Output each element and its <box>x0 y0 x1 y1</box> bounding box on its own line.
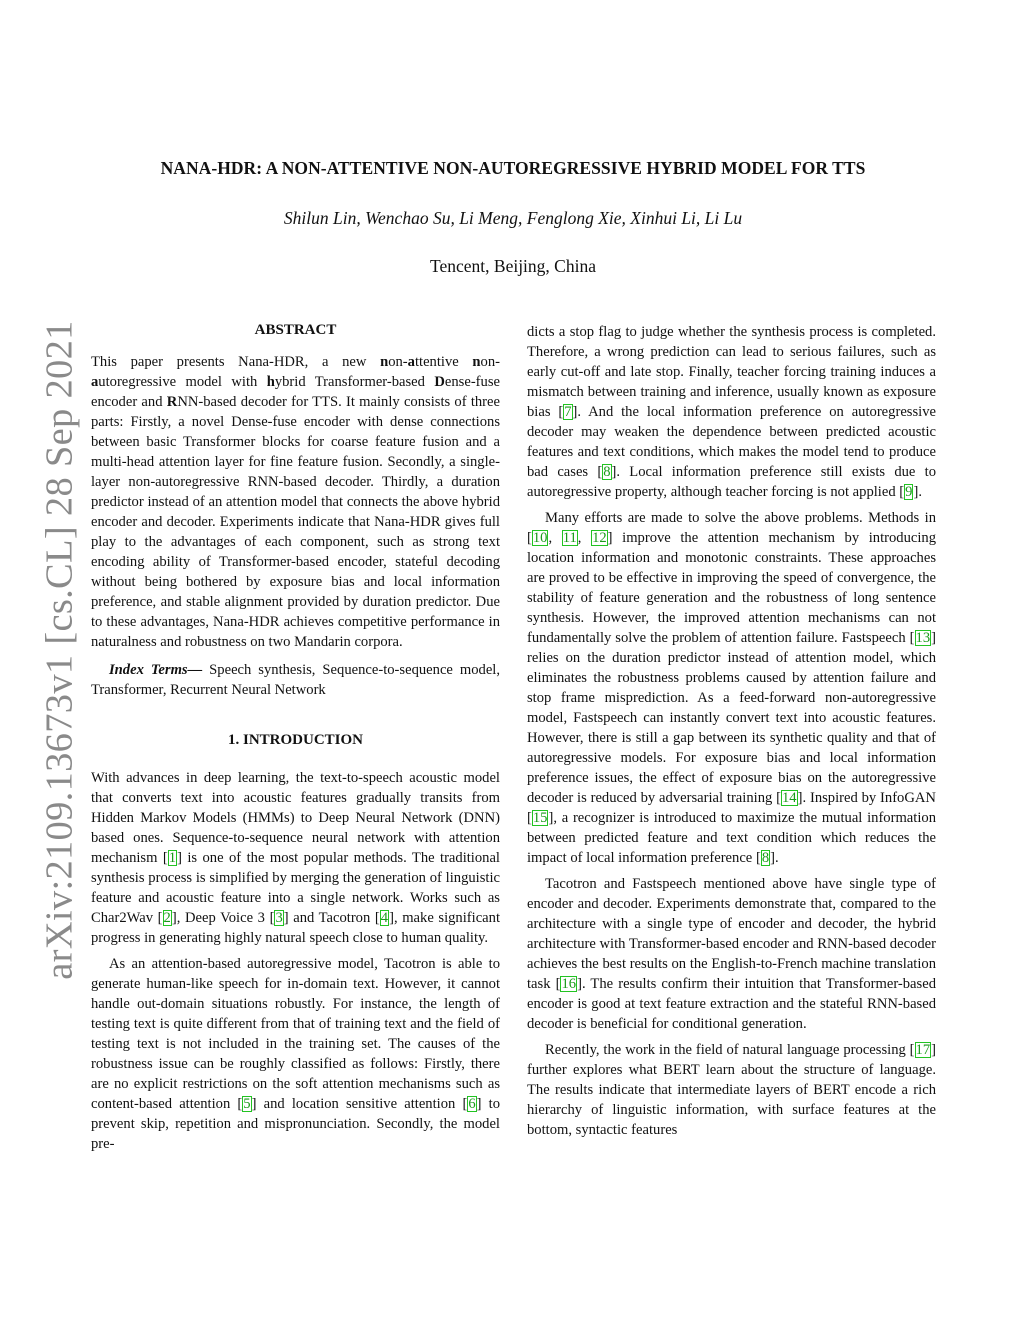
citation-link[interactable]: 11 <box>562 530 577 546</box>
arxiv-side-label <box>28 320 92 980</box>
citation-link[interactable]: 13 <box>915 630 931 646</box>
citation-link[interactable]: 10 <box>532 530 548 546</box>
author-list: Shilun Lin, Wenchao Su, Li Meng, Fenglong Xie, Xinhui Li, Li Lu <box>283 208 743 228</box>
citation-link[interactable]: 5 <box>243 1096 251 1112</box>
citation-link[interactable]: 8 <box>603 464 611 480</box>
index-terms-label: Index Terms— <box>109 662 203 678</box>
paper-title: NANA-HDR: A NON-ATTENTIVE NON-AUTOREGRESSIVE HYBRID MODEL FOR TTS <box>160 158 866 178</box>
intro-paragraph-5: Recently, the work in the field of natural language processing [17] further explores what BERT learn about the structure of language. The results indicate that intermediate layers of BERT encode a rich hierarchy of linguistic information, with surface features at the bottom, syntactic features <box>527 1042 936 1138</box>
arxiv-id-text: arXiv:2109.13673v1 [cs.CL] 28 Sep 2021 <box>39 320 82 980</box>
intro-paragraph-4: Tacotron and Fastspeech mentioned above have single type of encoder and decoder. Experiments demonstrate that, compared to the architecture with a single type of encoder and decoder, the hybrid architecture with Transformer-based encoder and RNN-based decoder achieves the best results on the English-to-French machine translation task [16]. The results confirm their intuition that Transformer-based encoder is good at text feature extraction and the stateful RNN-based decoder is beneficial for conditional generation. <box>527 876 936 1032</box>
citation-link[interactable]: 14 <box>782 790 797 806</box>
citation-link[interactable]: 16 <box>561 976 577 992</box>
intro-paragraph-2: As an attention-based autoregressive model, Tacotron is able to generate human-like speech for in-domain text. However, it cannot handle out-domain situations robustly. For instance, the length of testing text is quite different from that of training text and the field of testing text is not included in the training set. The causes of the robustness issue can be roughly classified as follows: Firstly, there are no explicit restrictions on the soft attention mechanisms such as content-based attention [5] and location sensitive attention [6] to prevent skip, repetition and mispronunciation. Secondly, the model pre- <box>91 956 501 1152</box>
intro-paragraph-3: Many efforts are made to solve the above problems. Methods in [10, 11, 12] improve the attention mechanism by introducing location information and monotonic constraints. These approaches are proved to be effective in improving the speed of convergence, the stability of feature generation and the robustness of long sentence synthesis. However, the improved attention mechanisms can not fundamentally solve the problem of attention failure. Fastspeech [13] relies on the duration predictor instead of attention model, which eliminates the robustness problems caused by attention failure and stop frame misprediction. As a feed-forward non-autoregressive model, Fastspeech can instantly convert text into acoustic features. However, there is still a gap between its synthetic quality and that of autoregressive models. For exposure bias and local information preference issues, the effect of exposure bias on the autoregressive decoder is reduced by adversarial training [14]. Inspired by InfoGAN [15], a recognizer is introduced to maximize the mutual information between predicted feature and text condition which reduces the impact of local information preference [8]. <box>527 510 937 866</box>
citation-link[interactable]: 6 <box>468 1096 476 1112</box>
citation-link[interactable]: 3 <box>275 910 283 926</box>
citation-link[interactable]: 9 <box>905 484 913 500</box>
affiliation: Tencent, Beijing, China <box>430 256 596 276</box>
abstract-heading: ABSTRACT <box>254 322 337 338</box>
citation-link[interactable]: 4 <box>380 910 389 926</box>
right-column <box>527 322 936 1140</box>
intro-paragraph-1: With advances in deep learning, the text-to-speech acoustic model that converts text into acoustic features gradually transits from Hidden Markov Models (HMMs) to Deep Neural Network (DNN) based ones. Sequence-to-sequence neural network with attention mechanism [1] is one of the most popular methods. The traditional synthesis process is simplified by merging the generation of linguistic feature and acoustic feature into a single network. Works such as Char2Wav [2], Deep Voice 3 [3] and Tacotron [4], make significant progress in generating highly natural speech close to human quality. <box>91 770 500 946</box>
index-terms: Index Terms— Speech synthesis, Sequence-to-sequence model, Transformer, Recurrent Neural Network <box>91 662 500 698</box>
citation-link[interactable]: 7 <box>564 404 572 420</box>
citation-link[interactable]: 12 <box>592 530 607 546</box>
citation-link[interactable]: 1 <box>168 850 177 866</box>
citation-link[interactable]: 15 <box>532 810 548 826</box>
abstract-text: This paper presents Nana-HDR, a new non-attentive non-autoregressive model with hybrid Transformer-based Dense-fuse encoder and RNN-based decoder for TTS. It mainly consists of three parts: Firstly, a novel Dense-fuse encoder with dense connections between basic Transformer blocks for coarse feature fusion and a multi-head attention layer for fine feature fusion. Secondly, a single-layer non-autoregressive RNN-based decoder. Thirdly, a duration predictor instead of an attention model that connects the above hybrid encoder and decoder. Experiments indicate that Nana-HDR gives full play to the advantages of each component, such as strong text encoding ability of Transformer-based encoder, stateful decoding without being bothered by exposure bias and local information preference, and stable alignment provided by duration predictor. Due to these advantages, Nana-HDR achieves competitive performance in naturalness and robustness on two Mandarin corpora. <box>91 354 500 650</box>
citation-link[interactable]: 2 <box>163 910 171 926</box>
citation-link[interactable]: 8 <box>761 850 770 866</box>
intro-heading: 1. INTRODUCTION <box>227 732 363 748</box>
intro-paragraph-2-continued: dicts a stop flag to judge whether the synthesis process is completed. Therefore, a wrong prediction can lead to serious failures, such as early cut-off and late stop. Finally, teacher forcing training induces a mismatch between training and inference, usually known as exposure bias [7]. And the local information preference on autoregressive decoder may weaken the dependence between predicted acoustic features and text conditions, which makes the model tend to produce bad cases [8]. Local information preference still exists due to autoregressive property, although teacher forcing is not applied [9]. <box>527 324 936 500</box>
citation-link[interactable]: 17 <box>915 1042 931 1058</box>
left-column <box>91 320 500 1154</box>
